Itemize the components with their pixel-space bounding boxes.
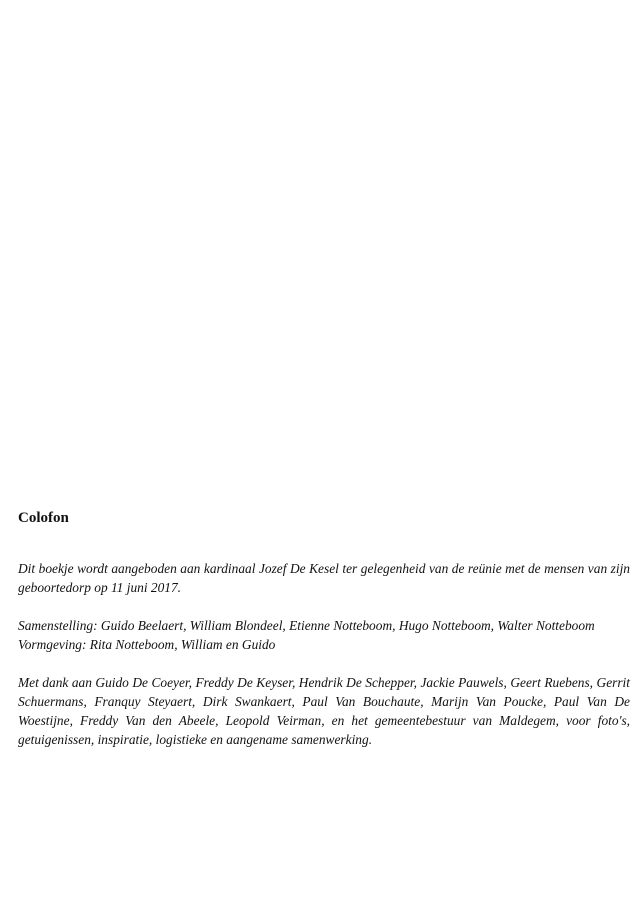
design-credit: Vormgeving: Rita Notteboom, William en Guido: [18, 637, 276, 652]
colofon-heading: Colofon: [18, 510, 69, 526]
thanks-paragraph: Met dank aan Guido De Coeyer, Freddy De Keyser, Hendrik De Schepper, Jackie Pauwels, Geert Ruebens, Gerrit Schuermans, Franquy Steyaert, Dirk Swankaert, Paul Van Bouchaute, Marijn Van Poucke, Paul Van De Woestijne, Freddy Van den Abeele, Leopold Veirman, en het gemeentebestuur van Maldegem, voor foto's, getuigenissen, inspiratie, logistieke en aangename samenwerking.: [18, 675, 630, 747]
intro-paragraph: Dit boekje wordt aangeboden aan kardinaal Jozef De Kesel ter gelegenheid van de reünie met de mensen van zijn geboortedorp op 11 juni 2017.: [18, 561, 630, 595]
credits-paragraph: [18, 616, 630, 654]
colofon-section: [18, 508, 630, 749]
composition-credit: Samenstelling: Guido Beelaert, William Blondeel, Etienne Notteboom, Hugo Notteboom, Walter Notteboom: [18, 618, 595, 633]
